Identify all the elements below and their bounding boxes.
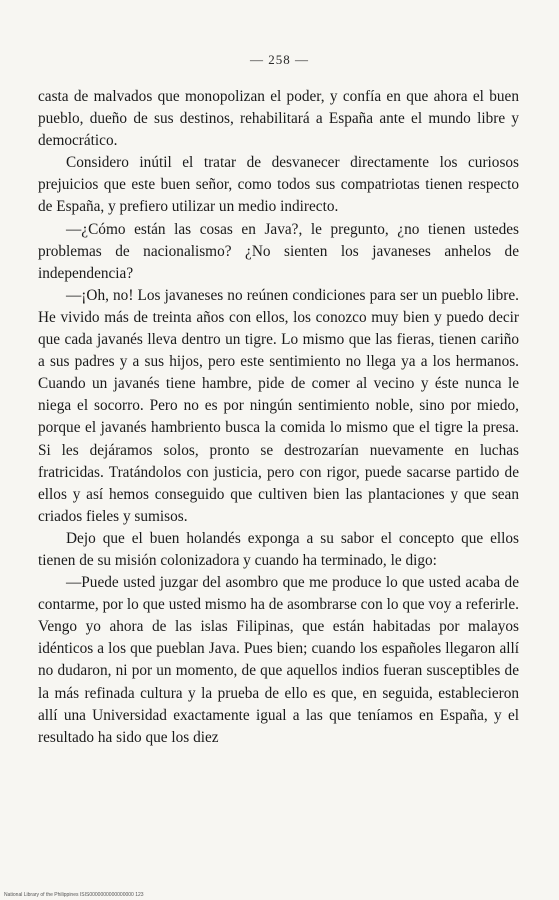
paragraph-6: —Puede usted juzgar del asombro que me produce lo que usted acaba de contarme, por lo que usted mismo ha de asombrarse con lo que voy a referirle. Vengo yo ahora de las islas Filipinas, que están habitadas por malayos idénticos a los que pueblan Java. Pues bien; cuando los españoles llegaron allí no dudaron, ni por un momento, de que aquellos indios fueran susceptibles de la más refinada cultura y la prueba de ello es que, en seguida, establecieron allí una Universidad exactamente igual a las que teníamos en España, y el resultado ha sido que los diez	[38, 574, 519, 746]
paragraph-1: casta de malvados que monopolizan el poder, y confía en que ahora el buen pueblo, dueño de sus destinos, rehabilitará a España ante el mundo libre y democrático.	[38, 88, 519, 150]
paragraph-5: Dejo que el buen holandés exponga a su sabor el concepto que ellos tienen de su misión colonizadora y cuando ha terminado, le digo:	[38, 529, 519, 569]
paragraph-3: —¿Cómo están las cosas en Java?, le pregunto, ¿no tienen ustedes problemas de nacionalismo? ¿No sienten los javaneses anhelos de independencia?	[38, 220, 519, 282]
body-text	[38, 86, 519, 749]
paragraph-2: Considero inútil el tratar de desvanecer directamente los curiosos prejuicios que este buen señor, como todos sus compatriotas tienen respecto de España, y prefiero utilizar un medio indirecto.	[38, 154, 519, 216]
page-number: — 258 —	[250, 52, 309, 67]
scan-footer: National Library of the Philippines ISIS0000000000000000 123	[4, 892, 144, 898]
paragraph-4: —¡Oh, no! Los javaneses no reúnen condiciones para ser un pueblo libre. He vivido más de treinta años con ellos, los conozco muy bien y puedo decir que cada javanés lleva dentro un tigre. Lo mismo que las fieras, tienen cariño a sus padres y a sus hijos, pero este sentimiento no llega ya a los hermanos. Cuando un javanés tiene hambre, pide de comer al vecino y éste nunca le niega el socorro. Pero no es por ningún sentimiento noble, sino por miedo, porque el javanés hambriento busca la comida lo mismo que el tigre la presa. Si les dejáramos solos, pronto se destrozarían nuevamente en luchas fratricidas. Tratándolos con justicia, pero con rigor, puede sacarse partido de ellos y así hemos conseguido que cultiven bien las plantaciones y que sean criados fieles y sumisos.	[38, 286, 519, 525]
